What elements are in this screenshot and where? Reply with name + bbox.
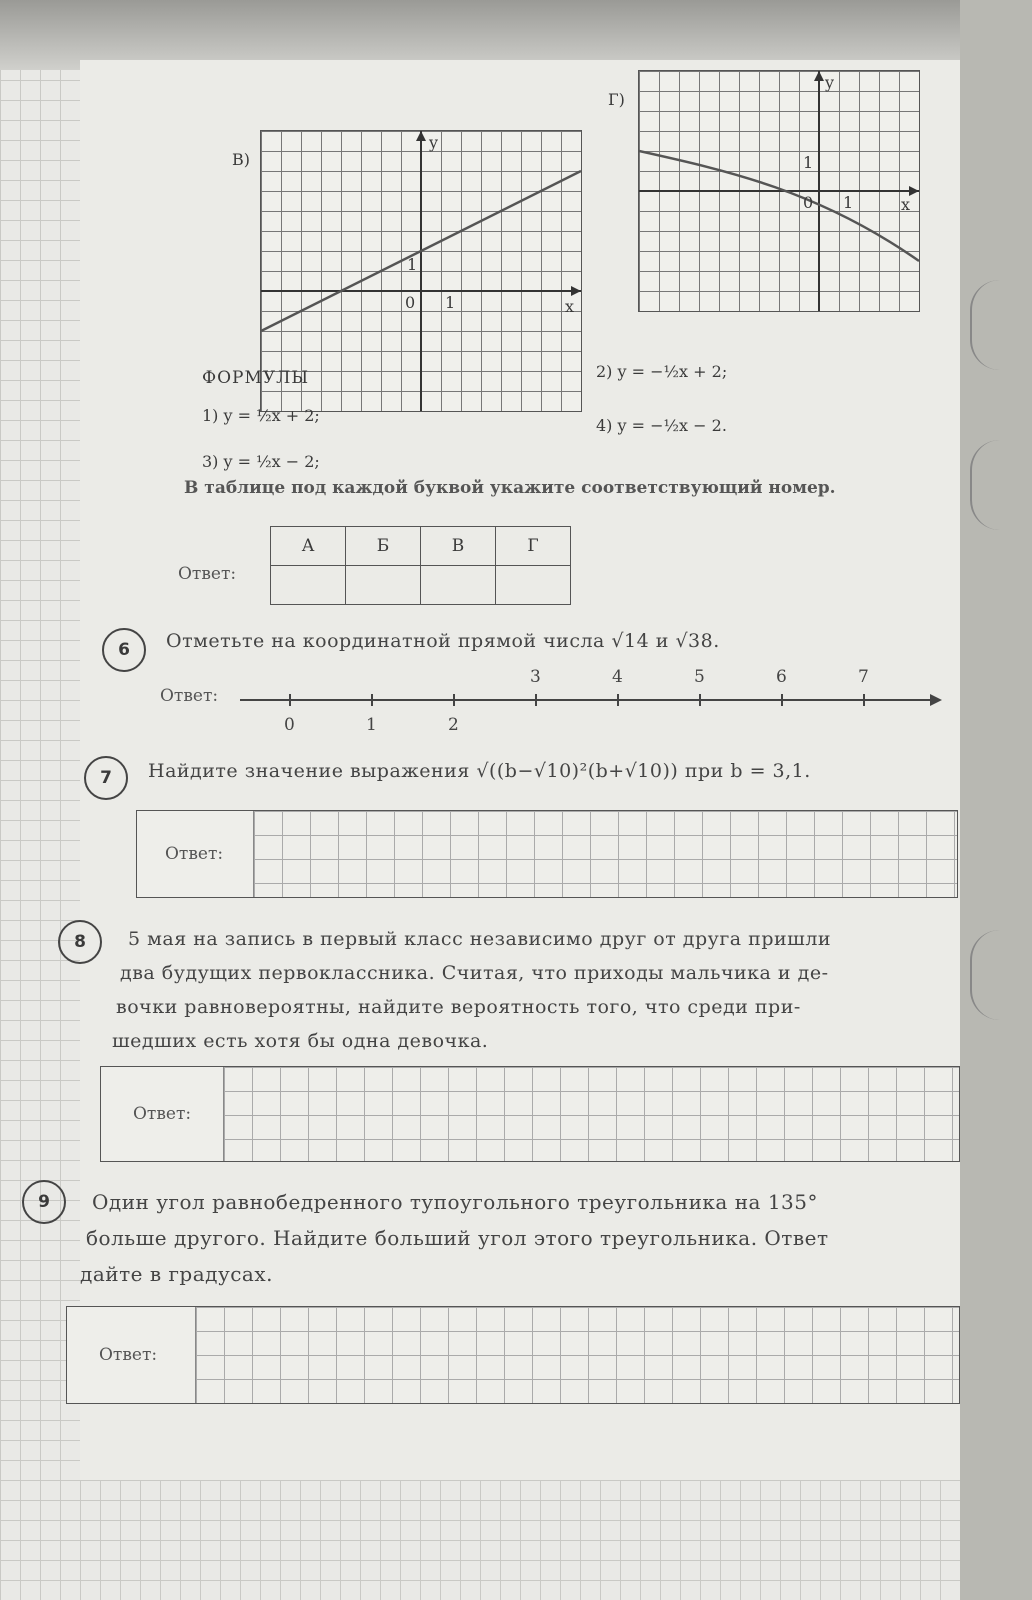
answer-cell-a[interactable] — [271, 566, 346, 605]
graph-g — [638, 70, 920, 312]
table-header-v: В — [421, 527, 496, 566]
answer-label-9: Ответ: — [99, 1345, 158, 1365]
graph-g-one-y: 1 — [803, 153, 814, 172]
task-9-number: 9 — [22, 1180, 66, 1224]
tick-6: 6 — [776, 667, 787, 687]
answer-label-6: Ответ: — [160, 686, 219, 706]
task-8-line-2: два будущих первоклассника. Считая, что приходы мальчика и де- — [120, 962, 829, 984]
graph-v-one-x: 1 — [445, 293, 456, 312]
tick-2: 2 — [448, 715, 459, 735]
tick-0: 0 — [284, 715, 295, 735]
number-line[interactable] — [230, 660, 950, 740]
task-9-line-3: дайте в градусах. — [80, 1262, 273, 1286]
graph-v-origin: 0 — [405, 293, 416, 312]
formulas-heading: ФОРМУЛЫ — [202, 368, 310, 388]
formula-1: 1) y = ½x + 2; — [202, 406, 320, 425]
tick-7: 7 — [858, 667, 869, 687]
graph-v-y-label: y — [429, 133, 439, 152]
table-instruction: В таблице под каждой буквой укажите соответствующий номер. — [184, 478, 836, 498]
graph-g-svg — [639, 71, 919, 311]
task-9-line-1: Один угол равнобедренного тупоугольного треугольника на 135° — [92, 1190, 818, 1214]
task-8-line-4: шедших есть хотя бы одна девочка. — [112, 1030, 489, 1052]
table-header-b: Б — [346, 527, 421, 566]
task-7-number: 7 — [84, 756, 128, 800]
graph-g-x-label: x — [901, 195, 911, 214]
task-9-line-2: больше другого. Найдите больший угол этого треугольника. Ответ — [86, 1226, 829, 1250]
tick-3: 3 — [530, 667, 541, 687]
graph-v-x-label: x — [565, 297, 575, 316]
answer-cell-v[interactable] — [421, 566, 496, 605]
adjacent-page — [960, 0, 1032, 1600]
tick-1: 1 — [366, 715, 377, 735]
formula-4: 4) y = −½x − 2. — [596, 416, 727, 435]
answer-label-8: Ответ: — [133, 1104, 192, 1124]
graph-g-one-x: 1 — [843, 193, 854, 212]
task-6-text: Отметьте на координатной прямой числа √14 и √38. — [166, 630, 720, 652]
answer-cell-b[interactable] — [346, 566, 421, 605]
answer-label-5: Ответ: — [178, 564, 237, 584]
answer-box-8[interactable] — [100, 1066, 960, 1162]
task-7-text: Найдите значение выражения √((b−√10)²(b+√10)) при b = 3,1. — [148, 760, 811, 782]
answer-cell-g[interactable] — [496, 566, 571, 605]
graph-g-y-label: y — [825, 73, 835, 92]
table-header-g: Г — [496, 527, 571, 566]
formula-2: 2) y = −½x + 2; — [596, 362, 728, 381]
task-6-number: 6 — [102, 628, 146, 672]
graph-g-line — [639, 151, 919, 261]
answer-box-9[interactable] — [66, 1306, 960, 1404]
task-8-line-3: вочки равновероятны, найдите вероятность того, что среди при- — [116, 996, 801, 1018]
table-header-a: А — [271, 527, 346, 566]
answer-table-5 — [270, 526, 571, 605]
graph-g-origin: 0 — [803, 193, 814, 212]
graph-g-letter: Г) — [608, 90, 625, 109]
tick-4: 4 — [612, 667, 623, 687]
task-8-line-1: 5 мая на запись в первый класс независимо друг от друга пришли — [128, 928, 832, 950]
graph-v-letter: В) — [232, 150, 250, 169]
formula-3: 3) y = ½x − 2; — [202, 452, 320, 471]
exam-sheet — [38, 60, 960, 1480]
graph-v-one-y: 1 — [407, 255, 418, 274]
tick-5: 5 — [694, 667, 705, 687]
task-8-number: 8 — [58, 920, 102, 964]
answer-box-7[interactable] — [136, 810, 958, 898]
answer-label-7: Ответ: — [165, 844, 224, 864]
